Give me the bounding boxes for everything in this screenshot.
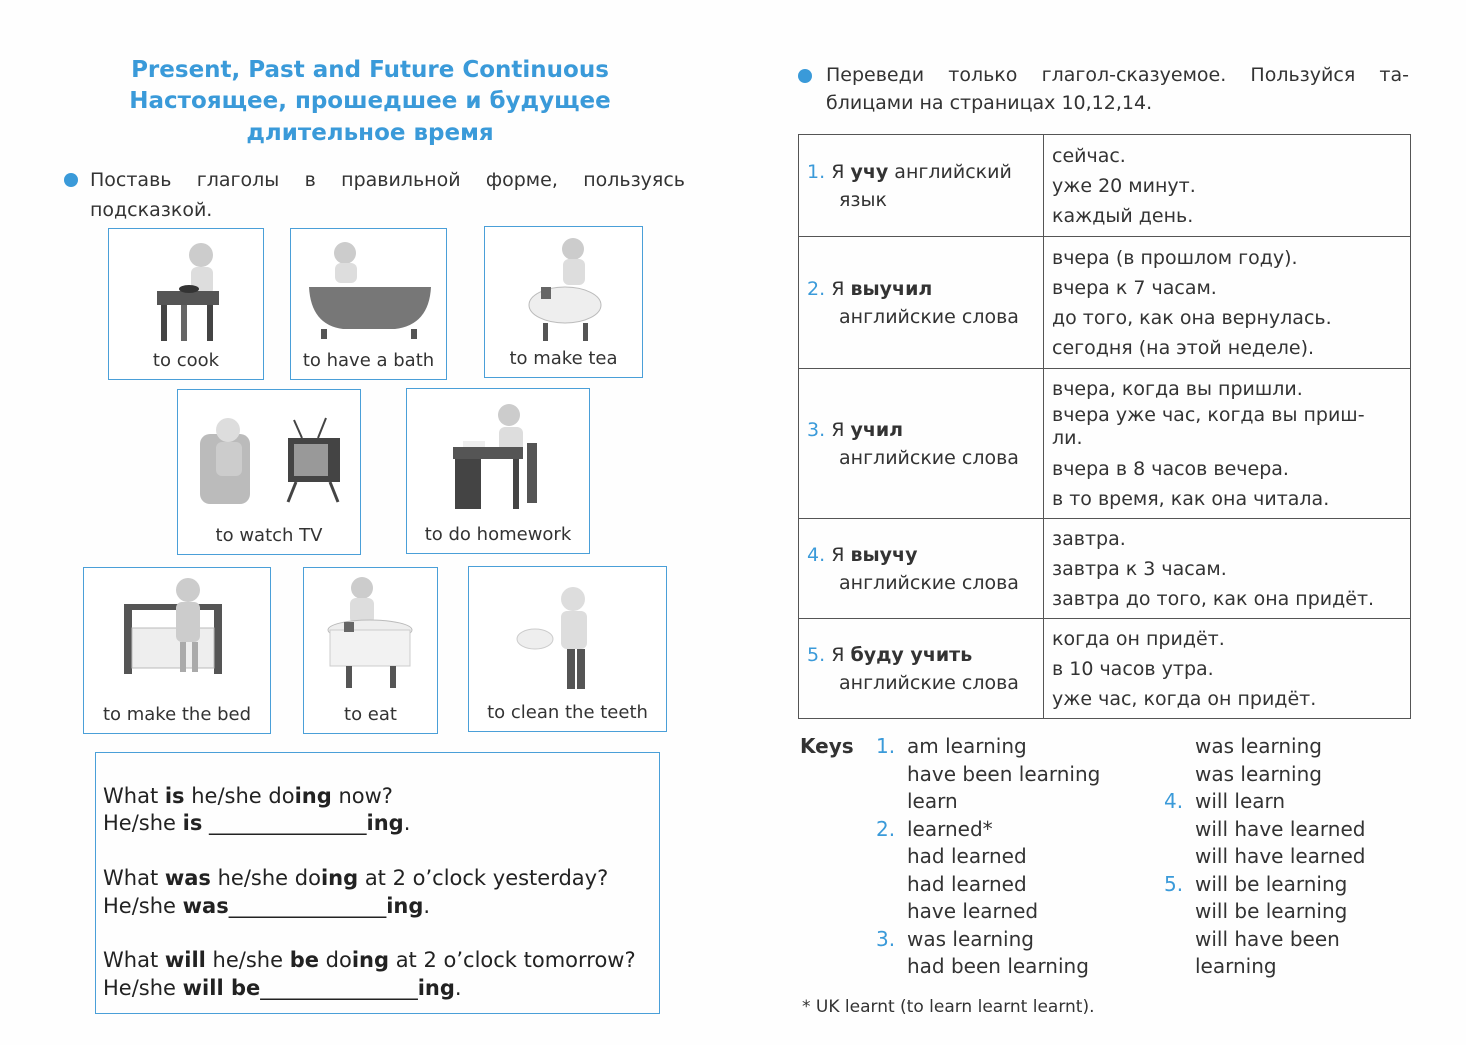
- picture-card-tea: [484, 226, 643, 378]
- key-line: learning: [1195, 954, 1277, 978]
- hint-answer-future: He/she will be_______________ing.: [103, 976, 462, 1000]
- key-line: 2. learned*: [876, 816, 993, 841]
- grammar-hint-box: [95, 752, 660, 1014]
- picture-caption: to have a bath: [302, 350, 435, 371]
- picture-caption: to cook: [152, 350, 220, 371]
- keys-column-2: [1164, 733, 1365, 981]
- key-line: had learned: [907, 844, 1027, 868]
- picture-card-eat: [303, 567, 438, 734]
- table-row: [799, 519, 1411, 619]
- sentence-cell: 2. Я выучил английские слова: [799, 237, 1044, 369]
- picture-caption: to make tea: [509, 348, 618, 369]
- picture-caption: to do homework: [424, 524, 572, 545]
- picture-card-tv: [177, 389, 361, 555]
- key-line: learn: [907, 789, 958, 813]
- key-line: have been learning: [907, 761, 1101, 786]
- key-line: 3. was learning: [876, 926, 1034, 951]
- sentence-cell: 5. Я буду учить английские слова: [799, 619, 1044, 719]
- table-row: [799, 619, 1411, 719]
- key-line: will be learning: [1195, 899, 1348, 923]
- picture-card-homework: [406, 388, 590, 554]
- hint-answer-past: He/she was_______________ing.: [103, 894, 431, 918]
- picture-card-teeth: [468, 566, 667, 732]
- key-line: had learned: [907, 871, 1027, 896]
- time-expressions-cell: вчера, когда вы пришли. вчера уже час, когда вы приш- ли. вчера в 8 часов вечера. в то время, как она читала.: [1044, 369, 1411, 519]
- key-line: 5. will be learning: [1164, 871, 1348, 896]
- key-line: will have been: [1195, 926, 1340, 951]
- keys-column-1: [876, 733, 1100, 981]
- hint-answer-present: He/she is _______________ing.: [103, 811, 411, 835]
- table-row: [799, 237, 1411, 369]
- picture-caption: to watch TV: [215, 525, 323, 546]
- picture-caption: to make the bed: [102, 704, 252, 725]
- hint-question-past: What was he/she doing at 2 o’clock yesterday?: [103, 866, 609, 890]
- key-line: will have learned: [1195, 844, 1366, 868]
- time-expressions-cell: завтра. завтра к 3 часам. завтра до того, как она придёт.: [1044, 519, 1411, 619]
- hint-question-present: What is he/she doing now?: [103, 784, 393, 808]
- key-line: was learning: [1195, 734, 1322, 758]
- table-row: [799, 135, 1411, 237]
- time-expressions-cell: когда он придёт. в 10 часов утра. уже час, когда он придёт.: [1044, 619, 1411, 719]
- sentence-cell: 4. Я выучу английские слова: [799, 519, 1044, 619]
- picture-caption: to clean the teeth: [487, 702, 648, 723]
- bullet-icon: [64, 173, 78, 187]
- picture-card-cook: [108, 228, 264, 380]
- hint-question-future: What will he/she be doing at 2 o’clock tomorrow?: [103, 948, 636, 972]
- key-line: was learning: [1195, 761, 1322, 786]
- task-instruction-line1: Поставь глаголы в правильной форме, пользуясь: [90, 169, 685, 191]
- sentence-cell: 3. Я учил английские слова: [799, 369, 1044, 519]
- bullet-icon: [798, 69, 812, 83]
- picture-card-bed: [83, 567, 271, 734]
- sentence-cell: 1. Я учу английский язык: [799, 135, 1044, 237]
- title-english: Present, Past and Future Continuous: [131, 57, 609, 83]
- key-line: had been learning: [907, 954, 1089, 978]
- translation-table: [798, 134, 1411, 719]
- key-line: 4. will learn: [1164, 789, 1286, 813]
- table-row: [799, 369, 1411, 519]
- key-line: have learned: [907, 899, 1039, 923]
- picture-caption: to eat: [344, 704, 397, 725]
- title-russian-line1: Настоящее, прошедшее и будущее: [129, 88, 611, 114]
- picture-card-bath: [290, 228, 447, 380]
- translate-instruction-line2: блицами на страницах 10,12,14.: [826, 92, 1153, 114]
- keys-heading: Keys: [800, 734, 854, 758]
- key-line: 1. am learning: [876, 734, 1027, 758]
- translate-instruction-line1: Переведи только глагол-сказуемое. Пользуйся та-: [826, 64, 1409, 86]
- key-line: will have learned: [1195, 816, 1366, 841]
- time-expressions-cell: сейчас. уже 20 минут. каждый день.: [1044, 135, 1411, 237]
- title-russian-line2: длительное время: [246, 120, 494, 146]
- time-expressions-cell: вчера (в прошлом году). вчера к 7 часам. до того, как она вернулась. сегодня (на этой неделе).: [1044, 237, 1411, 369]
- task-instruction-line2: подсказкой.: [90, 199, 213, 221]
- footnote: * UK learnt (to learn learnt learnt).: [802, 997, 1095, 1017]
